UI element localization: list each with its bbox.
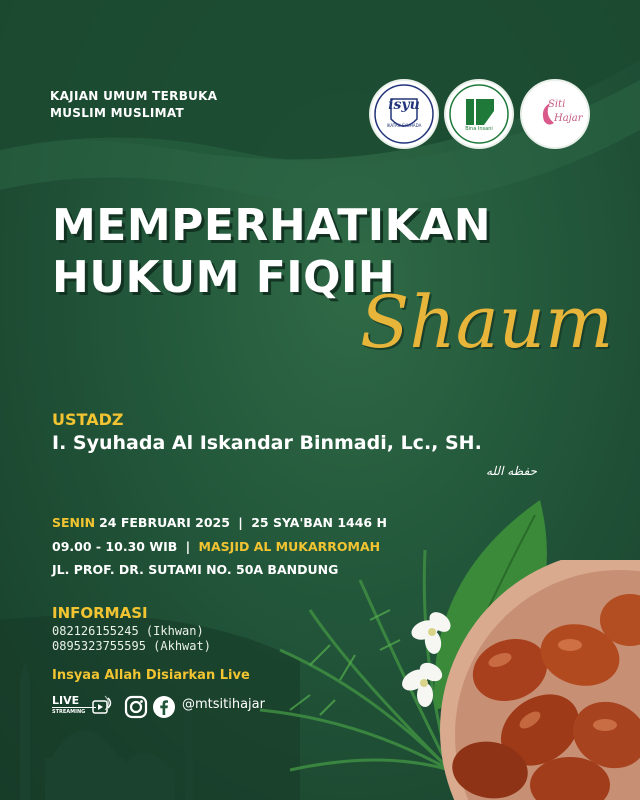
event-type-line2: MUSLIM MUSLIMAT bbox=[50, 106, 184, 120]
schedule-venue: MASJID AL MUKARROMAH bbox=[198, 539, 381, 554]
live-broadcast-text: Insyaa Allah Disiarkan Live bbox=[52, 668, 250, 683]
schedule-address: JL. PROF. DR. SUTAMI NO. 50A BANDUNG bbox=[52, 562, 339, 577]
event-type bbox=[50, 88, 217, 122]
schedule-date: 24 FEBRUARI 2025 bbox=[99, 515, 230, 530]
schedule-date-line bbox=[52, 515, 387, 530]
siti-hajar-logo-line1: Siti bbox=[548, 99, 566, 110]
separator-1: | bbox=[233, 515, 248, 530]
speaker-label: USTADZ bbox=[52, 410, 124, 429]
schedule-day: SENIN bbox=[52, 515, 96, 530]
live-badge-line1: LIVE bbox=[52, 694, 80, 707]
social-handle[interactable]: @mtsitihajar bbox=[182, 697, 265, 712]
siti-hajar-logo bbox=[522, 81, 588, 147]
dates-bowl-image bbox=[430, 560, 640, 800]
live-badge-line2: STREAMING bbox=[52, 709, 86, 715]
mosque-silhouette bbox=[0, 640, 220, 800]
broadcast-icon bbox=[90, 694, 116, 716]
schedule-hijri: 25 SYA'BAN 1446 H bbox=[251, 515, 387, 530]
live-streaming-badge bbox=[52, 694, 116, 718]
isyu-logo bbox=[371, 81, 437, 147]
isyu-logo-subtext: IKATAN SYUHADA bbox=[386, 123, 422, 128]
speaker-name: I. Syuhada Al Iskandar Binmadi, Lc., SH. bbox=[52, 432, 482, 454]
event-type-line1: KAJIAN UMUM TERBUKA bbox=[50, 89, 218, 103]
center-logo bbox=[446, 81, 512, 147]
isyu-logo-text: isyu bbox=[388, 97, 420, 113]
title-line1: MEMPERHATIKAN bbox=[52, 200, 492, 251]
separator-2: | bbox=[181, 539, 195, 554]
info-phone-akhwat: 0895323755595 (Akhwat) bbox=[52, 639, 211, 653]
title-line2: HUKUM FIQIH bbox=[52, 252, 396, 303]
info-label: INFORMASI bbox=[52, 604, 148, 622]
siti-hajar-logo-line2: Hajar bbox=[554, 113, 583, 124]
schedule-time-line bbox=[52, 539, 380, 554]
schedule-time: 09.00 - 10.30 WIB bbox=[52, 539, 178, 554]
speaker-honorific: حفظه الله bbox=[486, 464, 537, 478]
center-logo-text: Bina Insani bbox=[465, 126, 493, 132]
instagram-icon[interactable] bbox=[124, 695, 148, 719]
facebook-icon[interactable] bbox=[152, 695, 176, 719]
info-phone-ikhwan: 082126155245 (Ikhwan) bbox=[52, 624, 204, 638]
title-script: Shaum bbox=[360, 280, 614, 364]
